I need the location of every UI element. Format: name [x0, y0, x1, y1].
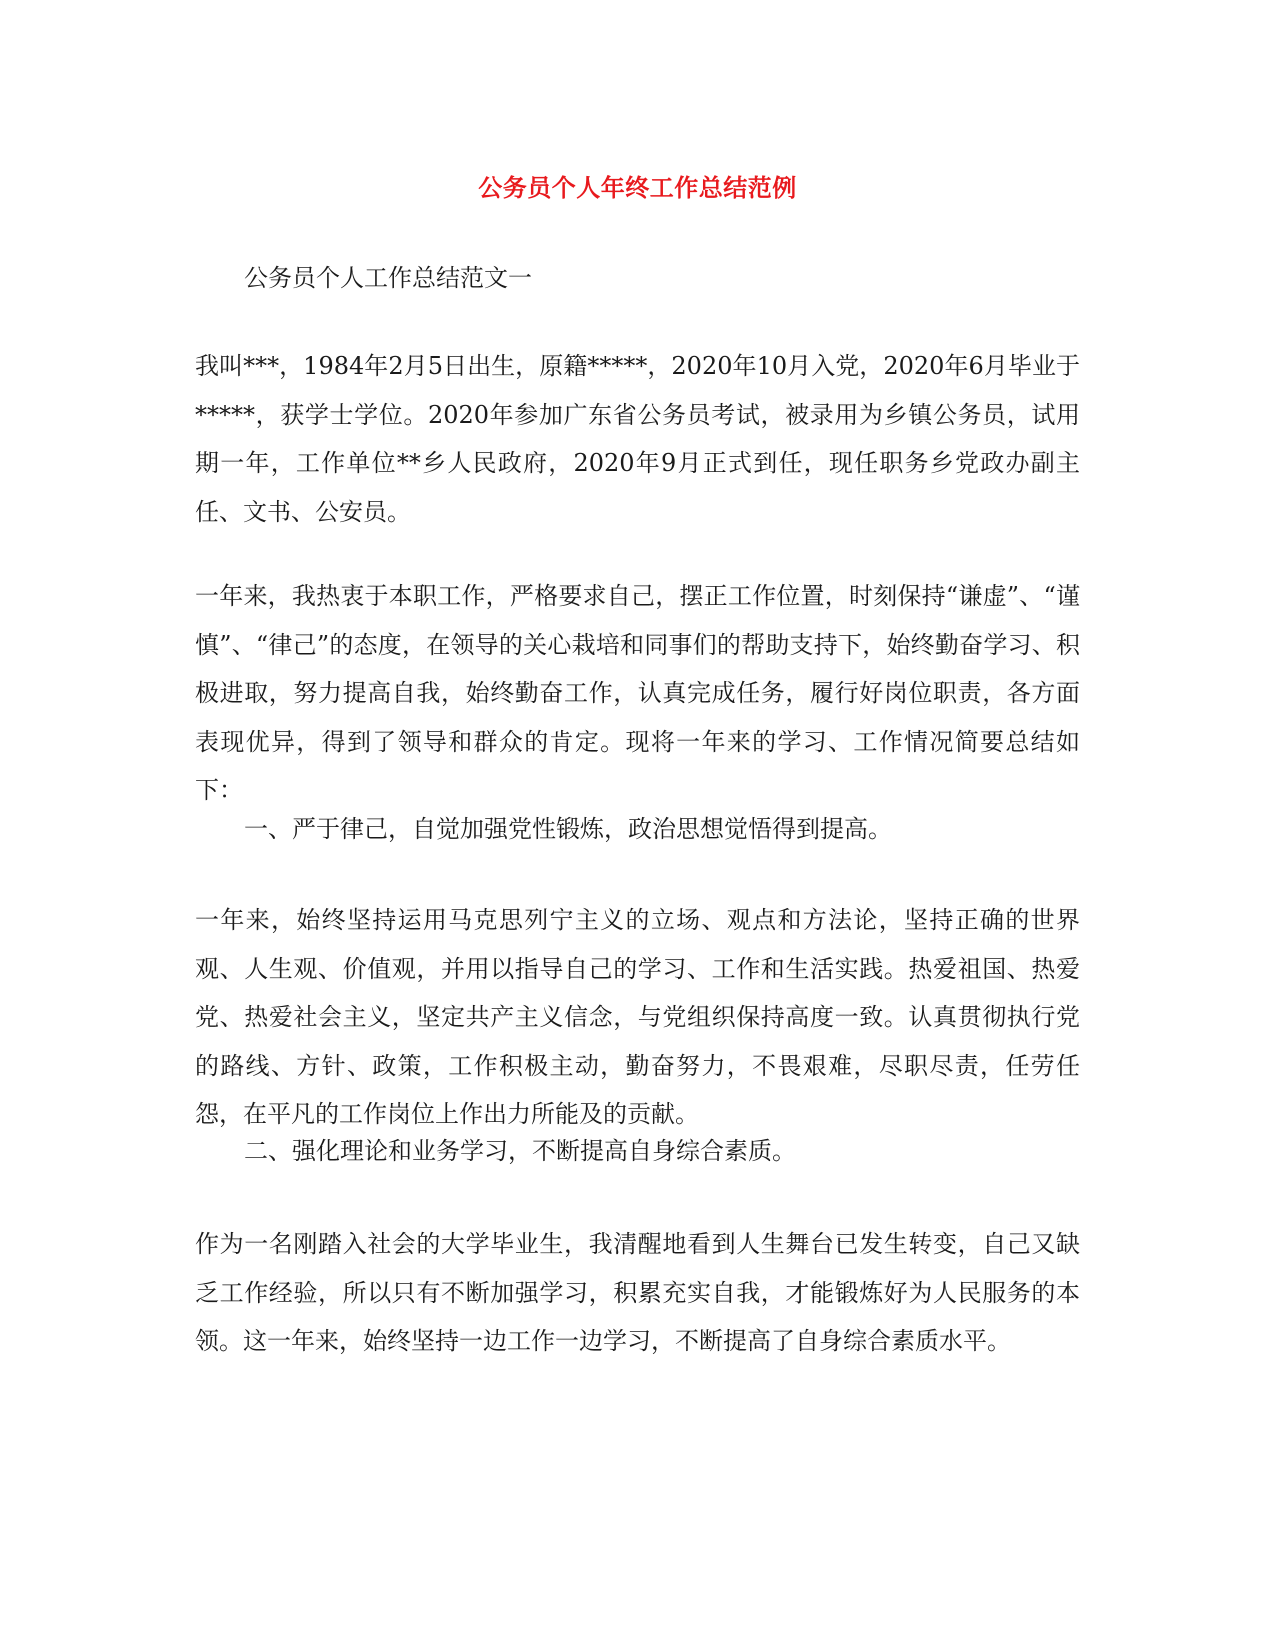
paragraph-overview: 一年来，我热衷于本职工作，严格要求自己，摆正工作位置，时刻保持“谦虚”、“谨慎”、“律己”的态度，在领导的关心栽培和同事们的帮助支持下，始终勤奋学习、积极进取，努力提高自我，始终勤奋工作，认真完成任务，履行好岗位职责，各方面表现优异，得到了领导和群众的肯定。现将一年来的学习、工作情况简要总结如下：: [195, 582, 1080, 804]
paragraph-intro: 我叫***，1984年2月5日出生，原籍*****，2020年10月入党，2020年6月毕业于*****，获学士学位。2020年参加广东省公务员考试，被录用为乡镇公务员，试用期一年，工作单位**乡人民政府，2020年9月正式到任，现任职务乡党政办副主任、文书、公安员。: [195, 352, 1080, 526]
section-heading-2: 二、强化理论和业务学习，不断提高自身综合素质。: [244, 1137, 796, 1165]
document-title: 公务员个人年终工作总结范例: [478, 173, 797, 202]
paragraph-section-2: 作为一名刚踏入社会的大学毕业生，我清醒地看到人生舞台已发生转变，自己又缺乏工作经验，所以只有不断加强学习，积累充实自我，才能锻炼好为人民服务的本领。这一年来，始终坚持一边工作一边学习，不断提高了自身综合素质水平。: [195, 1230, 1080, 1355]
paragraph-section-1: 一年来，始终坚持运用马克思列宁主义的立场、观点和方法论，坚持正确的世界观、人生观、价值观，并用以指导自己的学习、工作和生活实践。热爱祖国、热爱党、热爱社会主义，坚定共产主义信念，与党组织保持高度一致。认真贯彻执行党的路线、方针、政策，工作积极主动，勤奋努力，不畏艰难，尽职尽责，任劳任怨，在平凡的工作岗位上作出力所能及的贡献。: [195, 906, 1080, 1128]
document-subtitle: 公务员个人工作总结范文一: [244, 264, 532, 292]
section-heading-1: 一、严于律己，自觉加强党性锻炼，政治思想觉悟得到提高。: [244, 815, 892, 843]
